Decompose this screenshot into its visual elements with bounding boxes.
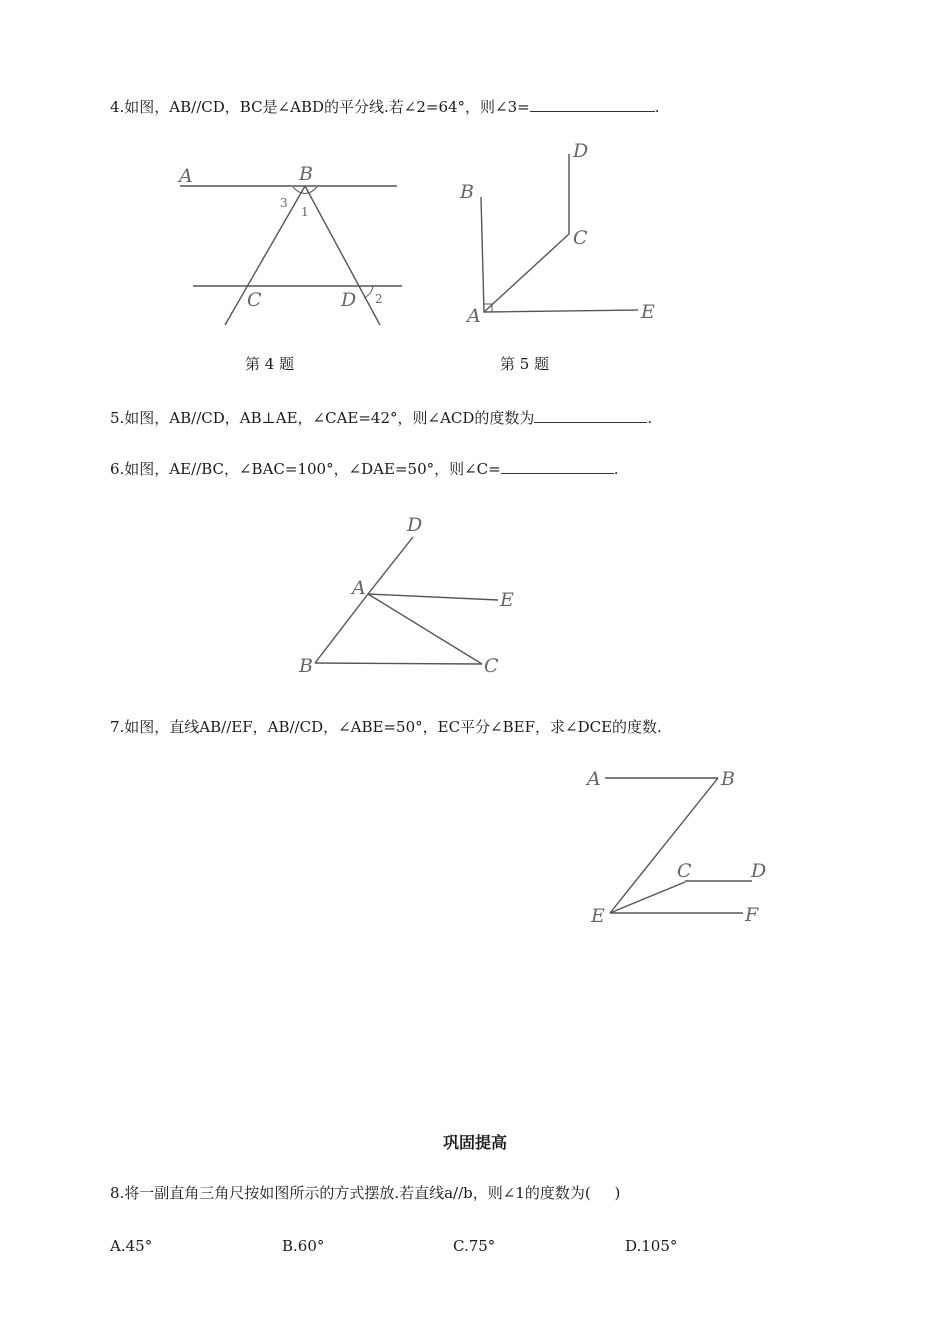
- figure-7: [585, 760, 775, 935]
- label-b: B: [460, 181, 474, 203]
- angle-arc-d: [364, 286, 373, 298]
- question-4: [110, 96, 660, 117]
- figure-5: [455, 140, 670, 330]
- label-f: F: [745, 904, 759, 926]
- question-6-end: .: [613, 460, 619, 478]
- question-5-end: .: [647, 409, 653, 427]
- segment-ac: [484, 234, 569, 312]
- question-5-text: 5.如图，AB//CD，AB⊥AE，∠CAE=42°，则∠ACD的度数为: [110, 409, 535, 427]
- label-b: B: [299, 163, 313, 185]
- question-4-text: 4.如图，AB//CD，BC是∠ABD的平分线.若∠2=64°，则∠3=: [110, 98, 530, 116]
- segment-bc: [225, 186, 305, 325]
- question-7-text: 7.如图，直线AB//EF，AB//CD，∠ABE=50°，EC平分∠BEF，求∠DCE的度数.: [110, 718, 662, 736]
- question-5: [110, 407, 652, 428]
- answer-blank-5: [534, 407, 647, 423]
- label-c: C: [573, 227, 588, 249]
- question-4-end: .: [654, 98, 660, 116]
- question-8: [110, 1183, 620, 1203]
- label-a: A: [352, 577, 366, 599]
- segment-bc: [315, 663, 482, 664]
- label-angle-2: 2: [375, 292, 383, 306]
- segment-ba-ae: [481, 197, 638, 312]
- question-6-text: 6.如图，AE//BC，∠BAC=100°，∠DAE=50°，则∠C=: [110, 460, 501, 478]
- label-angle-3: 3: [280, 196, 288, 210]
- label-c: C: [484, 655, 499, 677]
- answer-blank-4: [530, 96, 655, 112]
- option-b: B.60°: [282, 1237, 325, 1255]
- label-d: D: [751, 860, 767, 882]
- figure-4: [175, 160, 415, 335]
- label-angle-1: 1: [301, 205, 309, 219]
- label-c: C: [677, 860, 692, 882]
- option-d: D.105°: [625, 1237, 678, 1255]
- question-7: [110, 717, 662, 737]
- section-heading: 巩固提高: [442, 1133, 507, 1152]
- segment-ab: [315, 594, 368, 663]
- figure-6: [295, 510, 525, 680]
- question-8-text: 8.将一副直角三角尺按如图所示的方式摆放.若直线a//b，则∠1的度数为( ): [110, 1184, 621, 1202]
- segment-ad: [368, 537, 413, 594]
- question-6: [110, 458, 619, 479]
- segment-be: [610, 778, 718, 913]
- label-d: D: [407, 514, 423, 536]
- label-d: D: [573, 140, 589, 162]
- label-e: E: [641, 301, 655, 323]
- caption-figure-5: 第 5 题: [500, 355, 550, 373]
- option-c: C.75°: [453, 1237, 496, 1255]
- segment-ae: [368, 594, 498, 600]
- caption-figure-4: 第 4 题: [245, 355, 295, 373]
- label-d: D: [341, 289, 357, 311]
- label-e: E: [591, 905, 605, 927]
- option-a: A.45°: [110, 1237, 153, 1255]
- answer-blank-6: [501, 458, 614, 474]
- label-e: E: [500, 589, 514, 611]
- label-a: A: [467, 305, 481, 327]
- segment-ec: [610, 882, 685, 913]
- label-c: C: [247, 289, 262, 311]
- label-a: A: [179, 165, 193, 187]
- label-b: B: [721, 768, 735, 790]
- segment-ac: [368, 594, 482, 664]
- angle-arc-b: [293, 187, 317, 194]
- label-a: A: [587, 768, 601, 790]
- label-b: B: [299, 655, 313, 677]
